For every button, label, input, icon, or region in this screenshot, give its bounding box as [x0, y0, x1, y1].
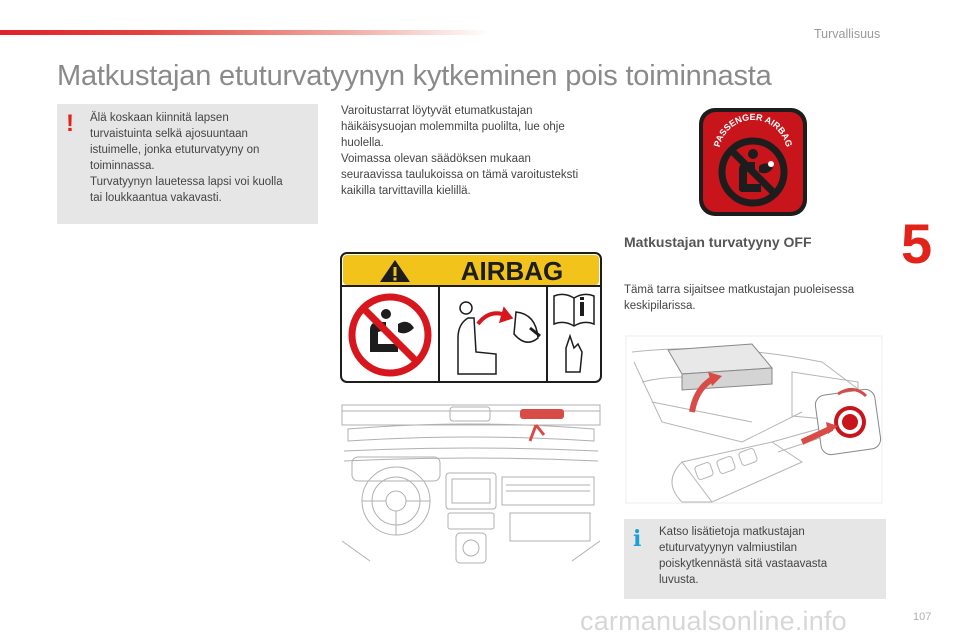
section-title: Turvallisuus [814, 27, 881, 41]
intro-line: häikäisysuojan molemmilta puolilta, lue ohje [341, 121, 565, 133]
warning-text [90, 110, 312, 206]
airbag-warning-label [340, 252, 602, 383]
key-switch-illustration [622, 332, 886, 507]
warning-line: Turvatyynyn lauetessa lapsi voi kuolla [90, 176, 283, 188]
dashboard-illustration [340, 401, 602, 567]
intro-line: Varoitustarrat löytyvät etumatkustajan [341, 105, 533, 117]
watermark: carmanualsonline.info [580, 606, 847, 636]
warning-line: Älä koskaan kiinnitä lapsen [90, 112, 229, 124]
warning-line: toiminnassa. [90, 160, 155, 172]
warning-line: turvaistuinta selkä ajosuuntaan [90, 128, 248, 140]
passenger-airbag-badge [697, 106, 809, 218]
info-line: luvusta. [659, 574, 699, 586]
passenger-off-text [624, 282, 886, 314]
warning-line: tai loukkaantua vakavasti. [90, 192, 222, 204]
passenger-off-heading: Matkustajan turvatyyny OFF [624, 234, 812, 250]
airbag-header-text: AIRBAG [460, 256, 564, 286]
page-title: Matkustajan etuturvatyynyn kytkeminen pois toiminnasta [57, 60, 772, 92]
intro-line: huolella. [341, 137, 384, 149]
info-line: etuturvatyynyn valmiustilan [659, 542, 798, 554]
chapter-number: 5 [901, 212, 933, 275]
intro-line: kaikilla tarvittavilla kielillä. [341, 185, 471, 197]
info-line: poiskytkennästä sitä vastaavasta [659, 558, 828, 570]
exclamation-icon: ! [66, 110, 74, 137]
no-rear-facing-child-seat-icon [352, 297, 428, 373]
intro-line: seuraavissa taulukoissa on tämä varoitusteksti [341, 169, 579, 181]
warning-line: istuimelle, jonka etuturvatyyny on [90, 144, 260, 156]
badge-arc-text: PASSENGER AIRBAG [711, 111, 795, 149]
info-line: Katso lisätietoja matkustajan [659, 526, 805, 538]
passenger-off-line: Tämä tarra sijaitsee matkustajan puoleisessa [624, 284, 855, 296]
passenger-off-line: keskipilarissa. [624, 300, 696, 312]
intro-paragraph [341, 103, 611, 199]
intro-line: Voimassa olevan säädöksen mukaan [341, 153, 531, 165]
page-number: 107 [913, 611, 932, 623]
info-icon: i [633, 526, 642, 552]
info-text [659, 524, 874, 588]
header-accent-bar [0, 30, 490, 35]
